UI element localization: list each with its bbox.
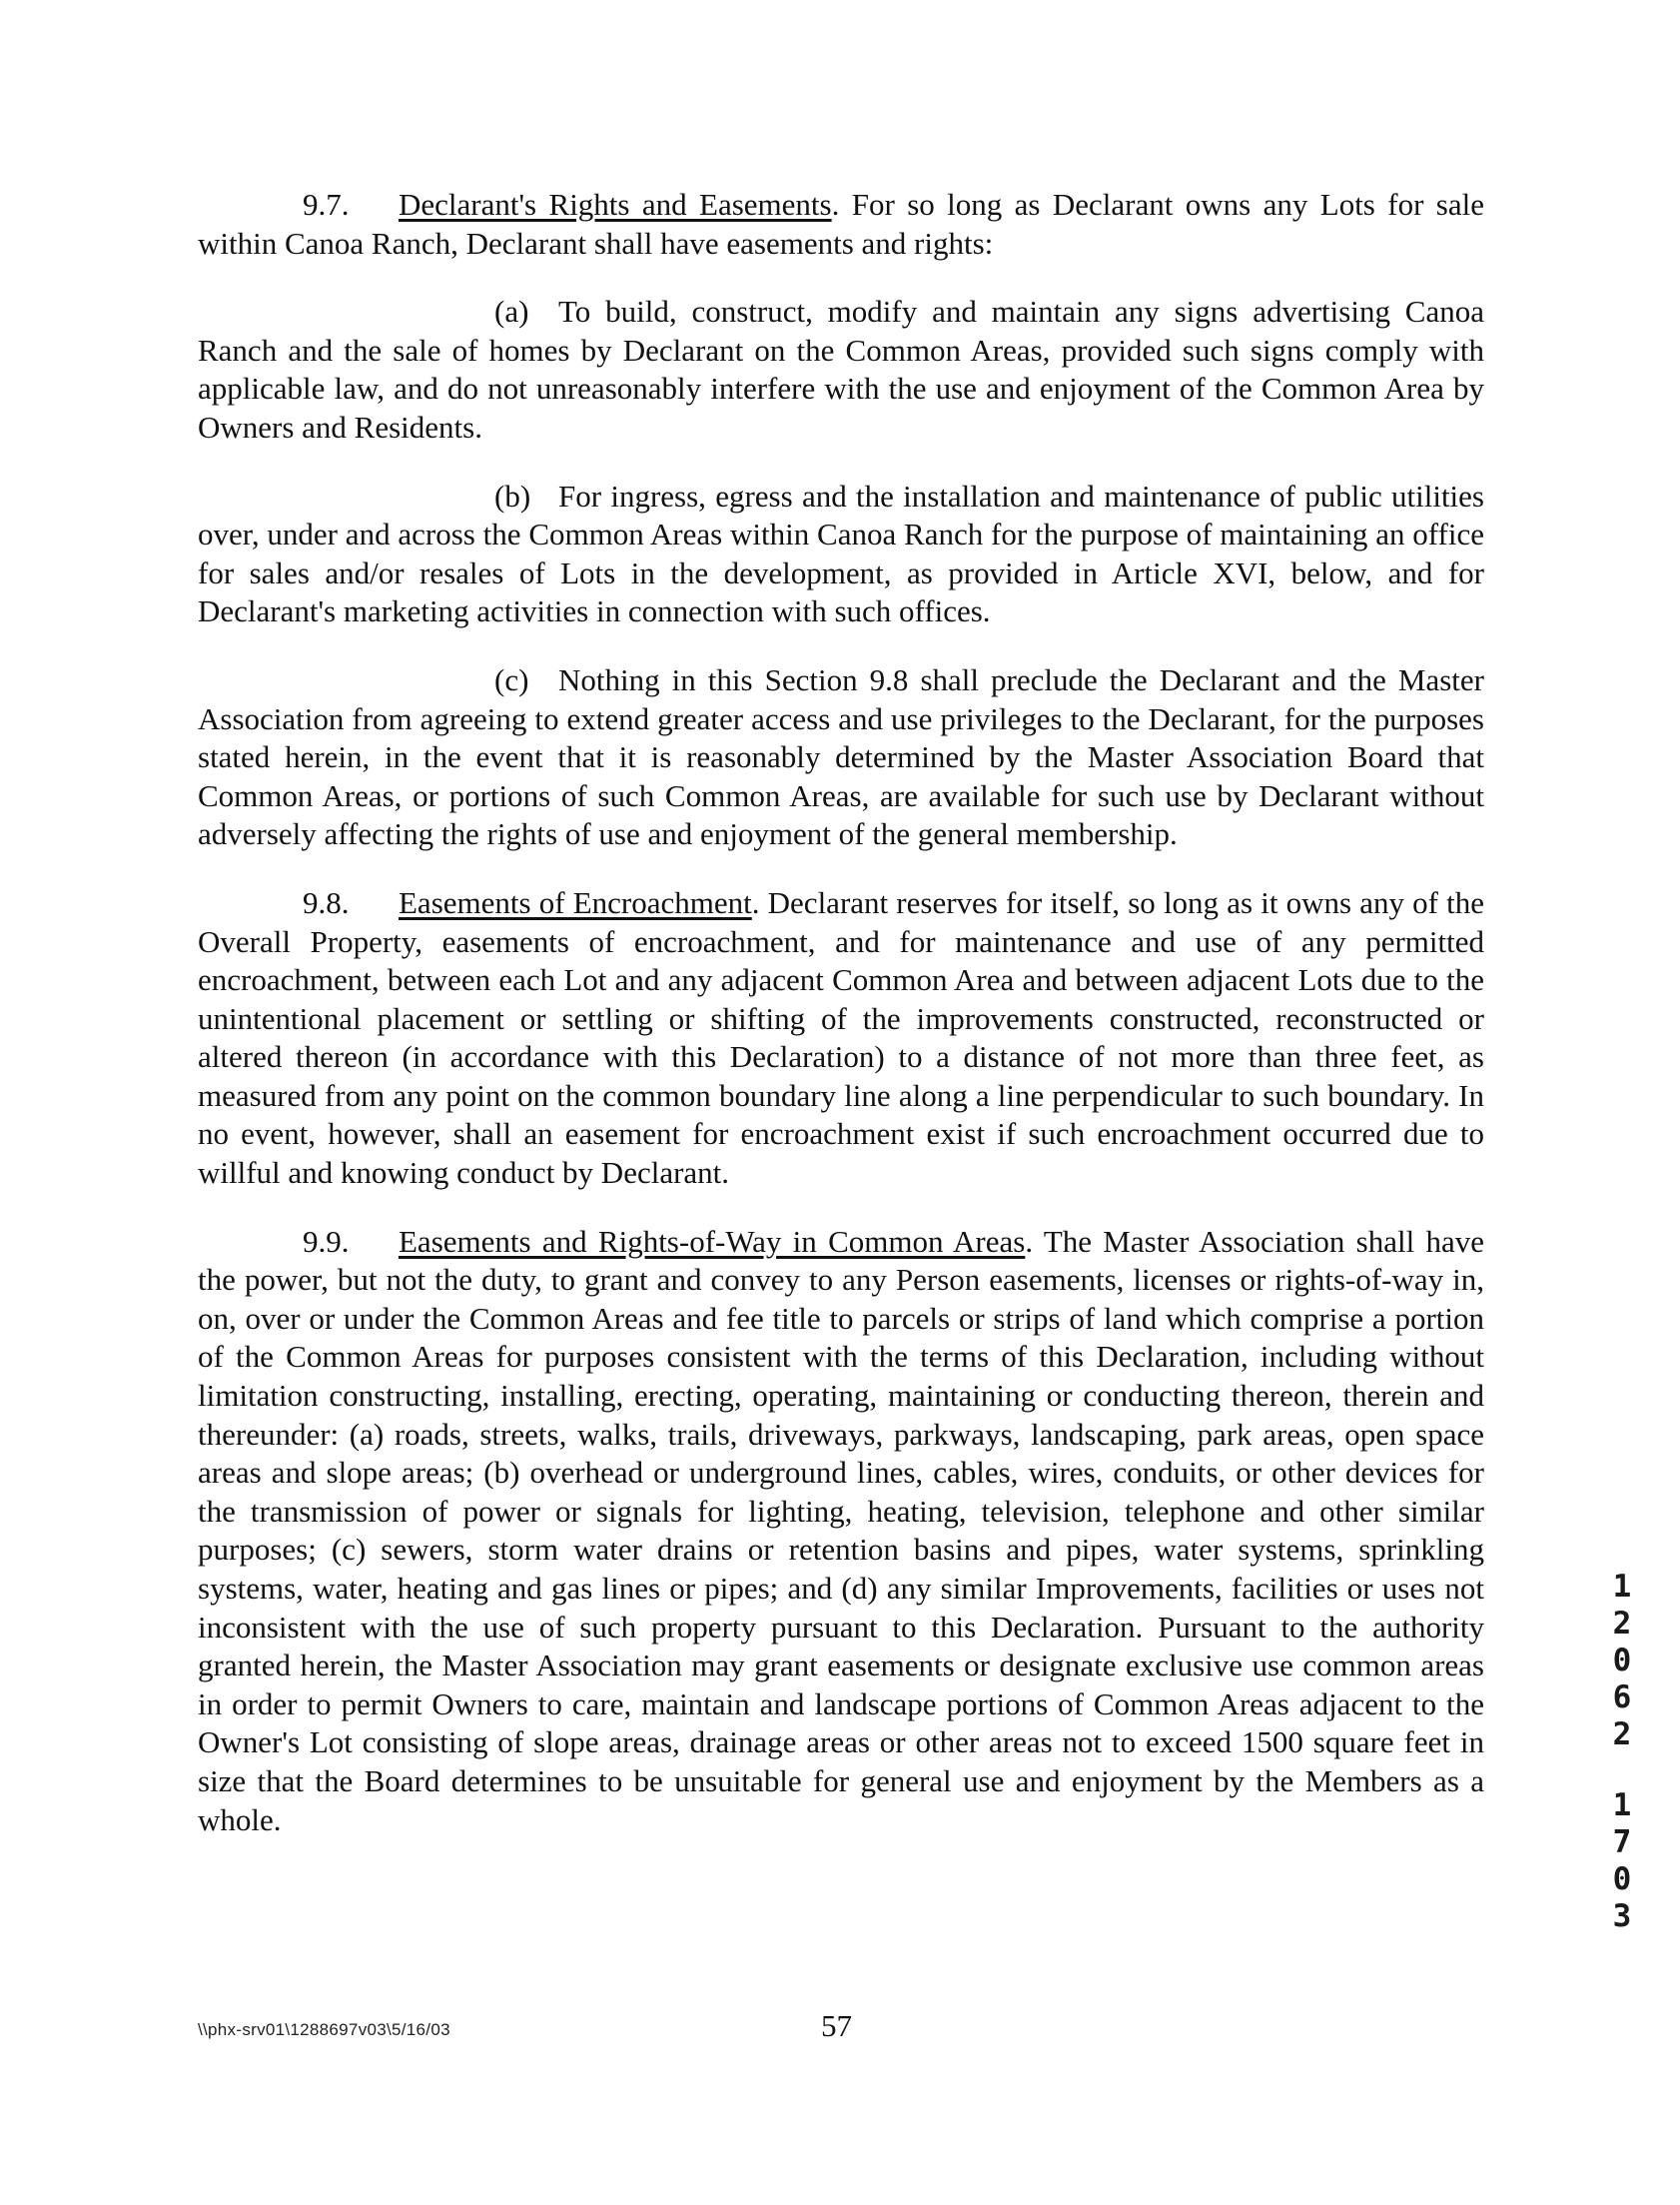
stamp-digit: 0 xyxy=(1612,1643,1632,1678)
subsection-text: Nothing in this Section 9.8 shall preclude the Declarant and the Master Association from agreeing to extend greater access and use privileges to the Declarant, for the purposes stated herein, in the event that it is reasonably determined by the Master Association Board that Common Areas, or portions of such Common Areas, are available for such use by Declarant without adversely affecting the rights of use and enjoyment of the general membership. xyxy=(198,661,1484,852)
subsection-label: (b) xyxy=(494,478,531,514)
stamp-digit: 6 xyxy=(1612,1679,1632,1715)
section-heading: Declarant's Rights and Easements xyxy=(399,187,832,222)
section-9-7 xyxy=(198,186,1484,263)
subsection-c xyxy=(198,661,1484,854)
page-number: 57 xyxy=(821,2008,852,2043)
stamp-gap xyxy=(1602,1753,1642,1787)
stamp-digit: 2 xyxy=(1612,1716,1632,1752)
section-number: 9.8. xyxy=(303,884,350,920)
stamp-digit: 7 xyxy=(1612,1824,1632,1860)
section-9-8 xyxy=(198,884,1484,1193)
stamp-digit: 0 xyxy=(1612,1861,1632,1897)
document-body xyxy=(198,186,1484,1839)
subsection-b xyxy=(198,478,1484,631)
stamp-digit: 1 xyxy=(1612,1569,1632,1605)
subsection-text: For ingress, egress and the installation and maintenance of public utilities over, under and across the Common Areas within Canoa Ranch for the purpose of maintaining an office for sales and/or resales of Lots in the development, as provided in Article XVI, below, and for Declarant's marketing activities in connection with such offices. xyxy=(198,478,1484,629)
footer-document-id: \\phx-srv01\1288697v03\5/16/03 xyxy=(198,2020,450,2039)
stamp-digit: 2 xyxy=(1612,1606,1632,1642)
section-text: . Declarant reserves for itself, so long as it owns any of the Overall Property, easements of encroachment, and for maintenance and use of any permitted encroachment, between each Lot and any adjacent Common Area and between adjacent Lots due to the unintentional placement or settling or shifting of the improvements constructed, reconstructed or altered thereon (in accordance with this Declaration) to a distance of not more than three feet, as measured from any point on the common boundary line along a line perpendicular to such boundary. In no event, however, shall an easement for encroachment exist if such encroachment occurred due to willful and knowing conduct by Declarant. xyxy=(198,884,1484,1191)
stamp-digit: 1 xyxy=(1612,1787,1632,1823)
subsection-text: To build, construct, modify and maintain any signs advertising Canoa Ranch and the sale of homes by Declarant on the Common Areas, provided such signs comply with applicable law, and do not unreasonably interfere with the use and enjoyment of the Common Area by Owners and Residents. xyxy=(198,294,1484,445)
section-text: . The Master Association shall have the power, but not the duty, to grant and convey to any Person easements, licenses or rights-of-way in, on, over or under the Common Areas and fee title to parcels or strips of land which comprise a portion of the Common Areas for purposes consistent with the terms of this Declaration, including without limitation constructing, installing, erecting, operating, maintaining or conducting thereon, therein and thereunder: (a) roads, streets, walks, trails, driveways, parkways, landscaping, park areas, open space areas and slope areas; (b) overhead or underground lines, cables, wires, conduits, or other devices for the transmission of power or signals for lighting, heating, television, telephone and other similar purposes; (c) sewers, storm water drains or retention basins and pipes, water systems, sprinkling systems, water, heating and gas lines or pipes; and (d) any similar Improvements, facilities or uses not inconsistent with the use of such property pursuant to this Declaration. Pursuant to the authority granted herein, the Master Association may grant easements or designate exclusive use common areas in order to permit Owners to care, maintain and landscape portions of Common Areas adjacent to the Owner's Lot consisting of slope areas, drainage areas or other areas not to exceed 1500 square feet in size that the Board determines to be unsuitable for general use and enjoyment by the Members as a whole. xyxy=(198,1223,1484,1837)
subsection-a xyxy=(198,293,1484,447)
section-heading: Easements and Rights-of-Way in Common Areas xyxy=(399,1223,1026,1259)
section-9-9 xyxy=(198,1223,1484,1840)
section-text: . For so long as Declarant owns any Lots for sale within Canoa Ranch, Declarant shall have easements and rights: xyxy=(198,187,1485,261)
section-number: 9.9. xyxy=(303,1223,350,1259)
section-number: 9.7. xyxy=(303,187,350,222)
subsection-label: (a) xyxy=(494,294,529,330)
section-heading: Easements of Encroachment xyxy=(399,884,752,920)
subsection-label: (c) xyxy=(494,661,529,697)
stamp-digit: 3 xyxy=(1612,1898,1632,1934)
recording-number-stamp xyxy=(1602,1569,1642,1935)
